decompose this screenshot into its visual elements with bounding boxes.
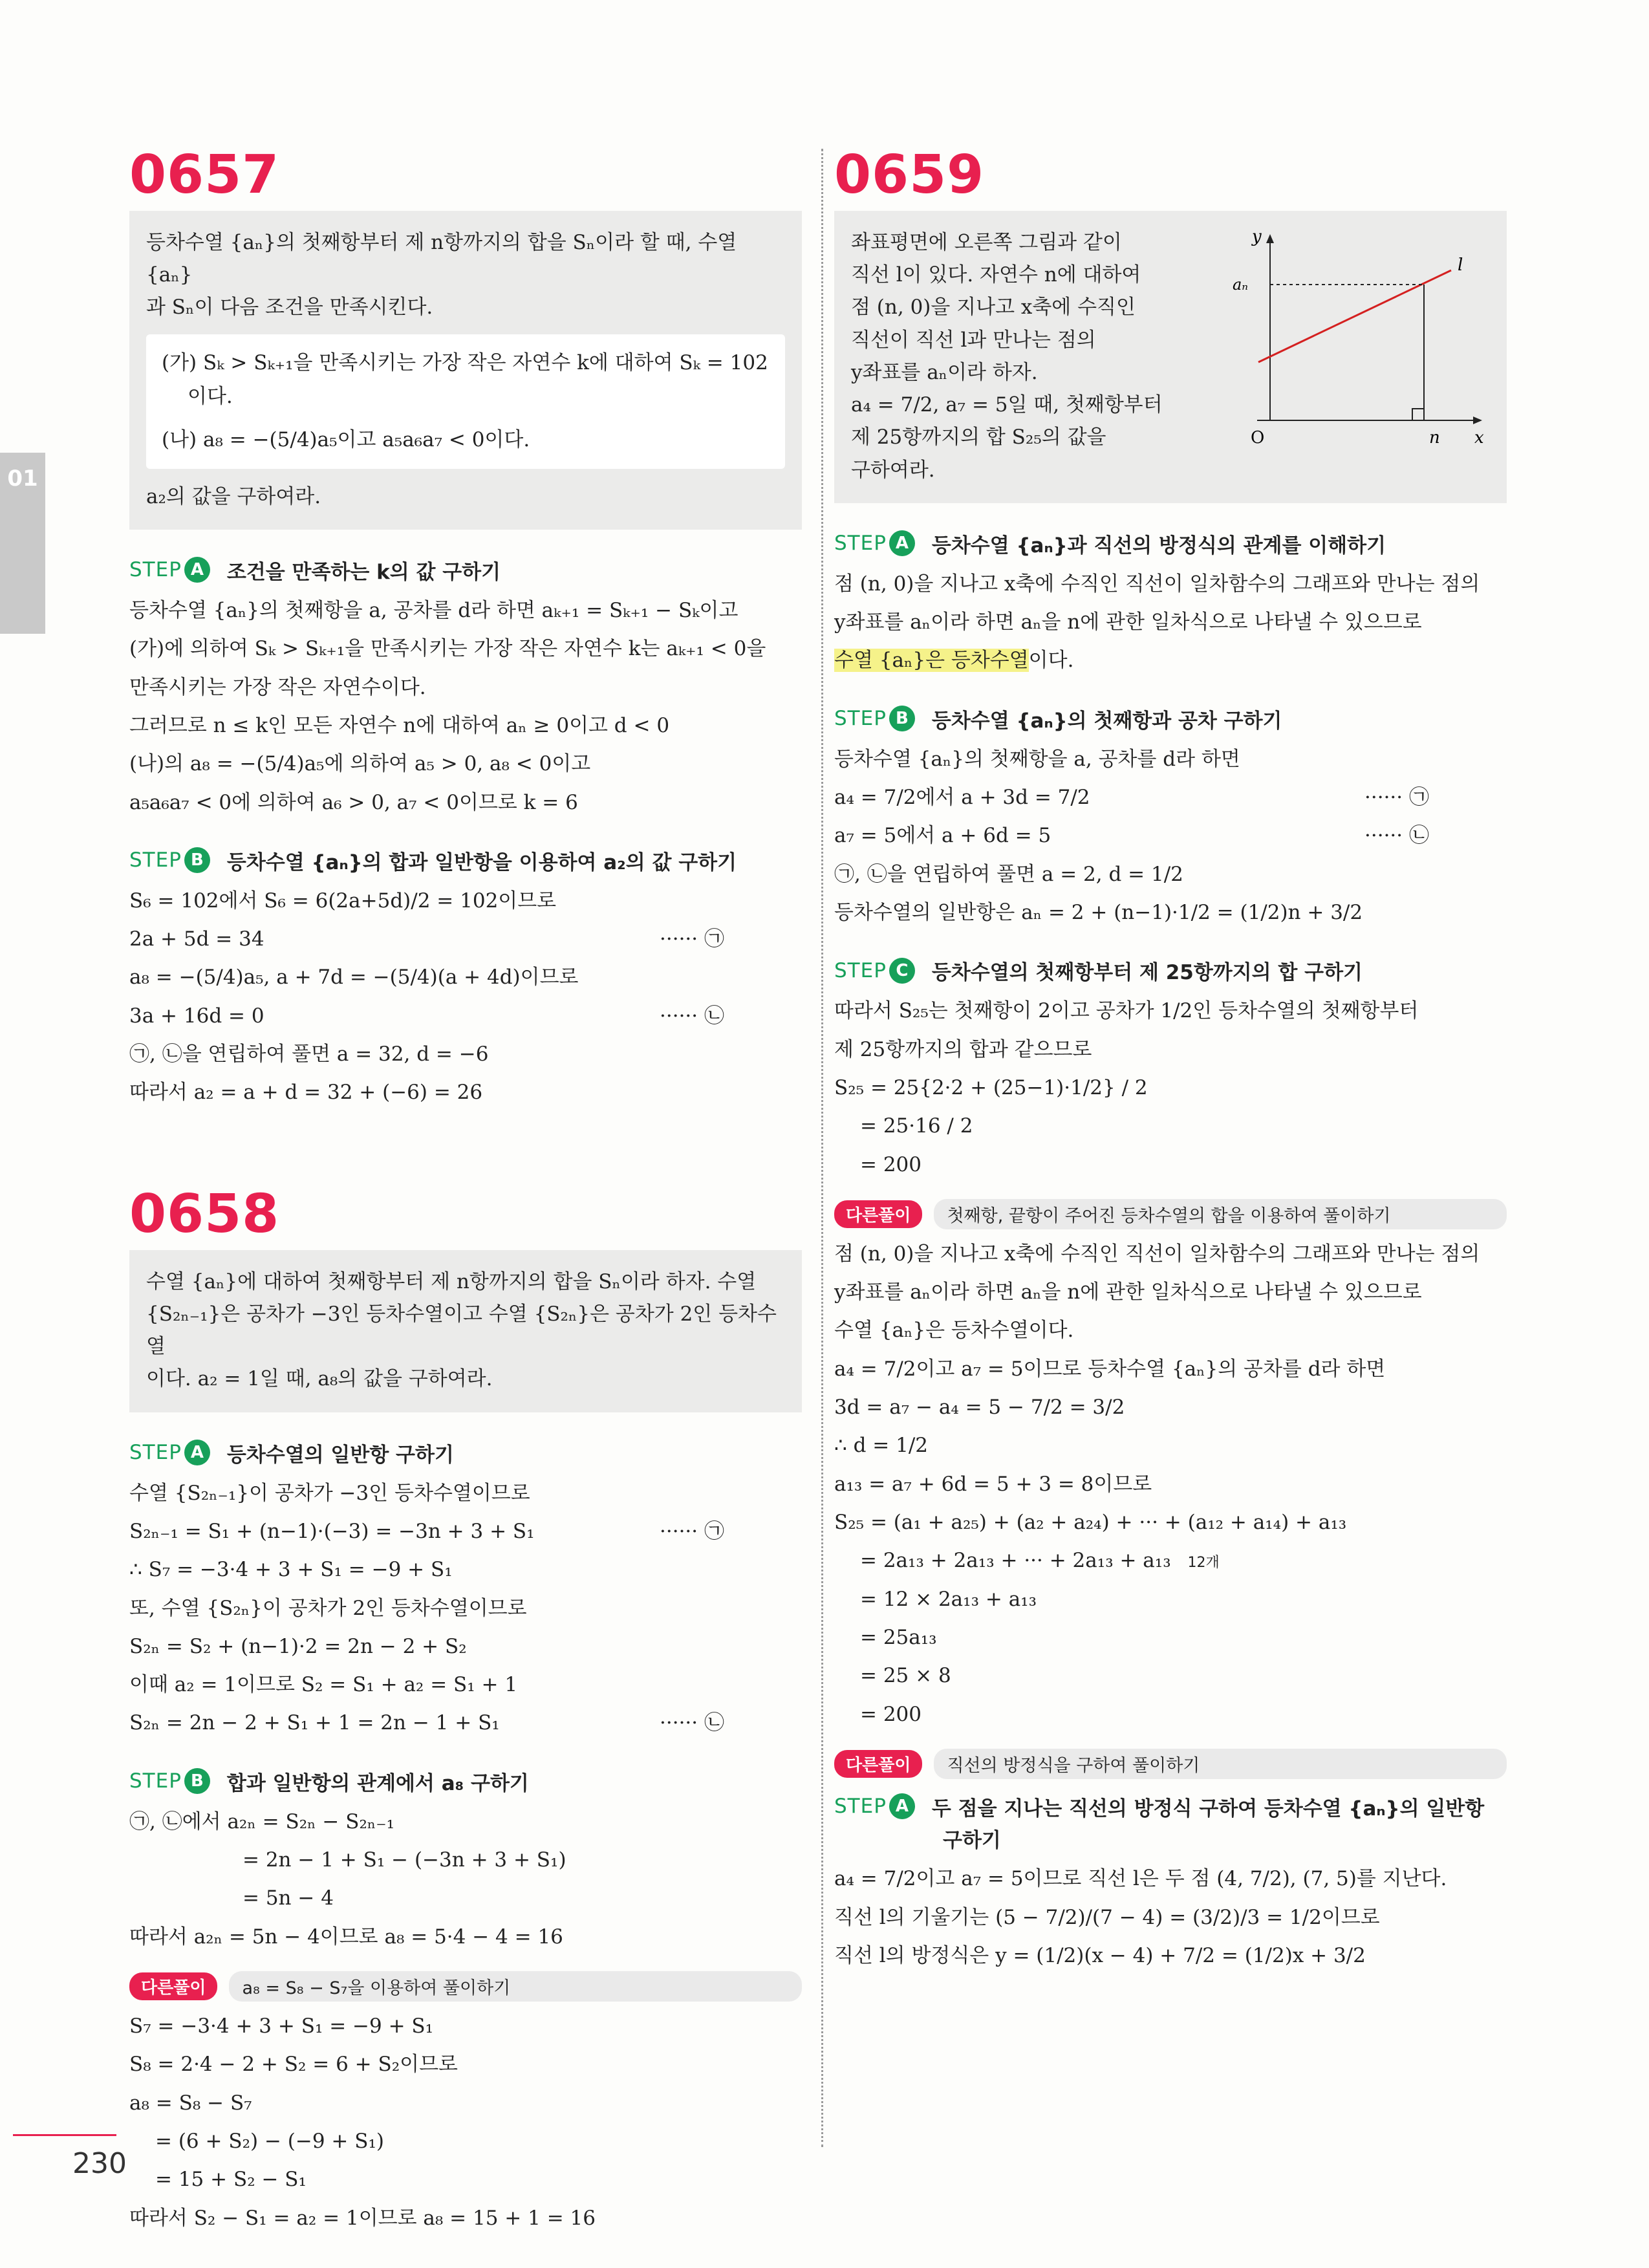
problem-number-0657: 0657 [129, 144, 280, 206]
right-column [834, 144, 1507, 1977]
condition-a: (가) Sₖ > Sₖ₊₁을 만족시키는 가장 작은 자연수 k에 대하여 Sₖ = 102 [162, 351, 768, 374]
solution-line: ㉠, ㉡을 연립하여 풀면 a = 2, d = 1/2 [834, 862, 1183, 886]
y-label: y [1252, 227, 1262, 246]
solution-line: 제 25항까지의 합과 같으므로 [834, 1037, 1092, 1061]
problem-text [851, 226, 1205, 486]
equation-tag: ······ ㉠ [660, 927, 724, 951]
origin-label: O [1251, 428, 1265, 446]
highlighted-text: 수열 {aₙ}은 등차수열 [834, 649, 1029, 673]
equation: S₂ₙ = 2n − 2 + S₁ + 1 = 2n − 1 + S₁ [129, 1711, 500, 1735]
step-badge-b: B [184, 847, 210, 873]
solution-line: 등차수열 {aₙ}의 첫째항을 a, 공차를 d라 하면 aₖ₊₁ = Sₖ₊₁ − Sₖ이고 [129, 598, 738, 622]
step-badge-a: A [184, 557, 210, 583]
condition-a-cont: 이다. [188, 385, 233, 409]
solution-line: y좌표를 aₙ이라 하면 aₙ을 n에 관한 일차식으로 나타낼 수 있으므로 [834, 1280, 1422, 1304]
step-label: STEP [834, 707, 887, 731]
solution-line: a₄ = 7/2이고 a₇ = 5이므로 직선 l은 두 점 (4, 7/2), (7, 5)를 지난다. [834, 1867, 1447, 1891]
step-title: 등차수열 {aₙ}의 첫째항과 공차 구하기 [931, 709, 1282, 733]
chapter-number: 01 [7, 466, 38, 491]
alt-solution-title: a₈ = S₈ − S₇을 이용하여 풀이하기 [229, 1971, 802, 2002]
solution-line: a₅a₆a₇ < 0에 의하여 a₆ > 0, a₇ < 0이므로 k = 6 [129, 790, 578, 814]
problem-stem: 수열 {aₙ}에 대하여 첫째항부터 제 n항까지의 합을 Sₙ이라 하자. 수열 [146, 1269, 757, 1293]
right-angle-mark [1412, 409, 1424, 420]
step-badge-c: C [889, 958, 915, 984]
x-axis-arrow [1473, 416, 1482, 424]
solution-line: = 200 [860, 1702, 921, 1726]
solution-line: S₂₅ = 25{2·2 + (25−1)·1/2} / 2 [834, 1075, 1148, 1099]
problem-number-0658: 0658 [129, 1183, 280, 1245]
step-title-cont: 구하기 [943, 1828, 1001, 1852]
problem-stem: 과 Sₙ이 다음 조건을 만족시킨다. [146, 296, 433, 319]
solution-line: 그러므로 n ≤ k인 모든 자연수 n에 대하여 aₙ ≥ 0이고 d < 0 [129, 713, 670, 737]
problem-stem: {S₂ₙ₋₁}은 공차가 −3인 등차수열이고 수열 {S₂ₙ}은 공차가 2인 등차수열 [146, 1302, 777, 1359]
solution-line: = 200 [860, 1152, 921, 1176]
problem-stem: 점 (n, 0)을 지나고 x축에 수직인 [851, 296, 1136, 319]
equation: 2a + 5d = 34 [129, 927, 264, 951]
equation-tag: ······ ㉠ [1364, 786, 1429, 809]
step-label: STEP [129, 1769, 182, 1793]
step-b-heading [129, 1767, 802, 1796]
solution-line: S₂₅ = (a₁ + a₂₅) + (a₂ + a₂₄) + ··· + (a₁₂ + a₁₄) + a₁₃ [834, 1511, 1347, 1534]
equation-tag: ······ ㉡ [660, 1004, 724, 1028]
step-a-heading [129, 556, 802, 585]
solution-line: 따라서 a₂ = a + d = 32 + (−6) = 26 [129, 1081, 483, 1105]
solution-line: S₈ = 2·4 − 2 + S₂ = 6 + S₂이므로 [129, 2053, 458, 2077]
step-label: STEP [834, 532, 887, 556]
equation: a₇ = 5에서 a + 6d = 5 [834, 824, 1051, 848]
step-title: 등차수열의 일반항 구하기 [226, 1443, 454, 1467]
solution-line: 만족시키는 가장 작은 자연수이다. [129, 675, 426, 699]
problem-stem: 구하여라. [851, 458, 935, 482]
problem-box-0658 [129, 1250, 802, 1412]
condition-box [146, 334, 785, 469]
solution-line: 점 (n, 0)을 지나고 x축에 수직인 직선이 일차함수의 그래프와 만나는 점의 [834, 1242, 1480, 1266]
solution-line: ㉠, ㉡에서 a₂ₙ = S₂ₙ − S₂ₙ₋₁ [129, 1809, 395, 1833]
problem-stem: 직선이 직선 l과 만나는 점의 [851, 328, 1096, 352]
solution-line: = 25·16 / 2 [860, 1114, 973, 1138]
solution-line: = 15 + S₂ − S₁ [155, 2168, 307, 2192]
alt-solution-badge: 다른풀이 [129, 1972, 217, 2000]
solution-line: 직선 l의 방정식은 y = (1/2)(x − 4) + 7/2 = (1/2)x + 3/2 [834, 1943, 1366, 1967]
equation-tag: ······ ㉠ [660, 1519, 724, 1543]
chapter-tab [0, 453, 45, 634]
solution-line: 수열 {S₂ₙ₋₁}이 공차가 −3인 등차수열이므로 [129, 1481, 530, 1505]
solution-line: a₄ = 7/2이고 a₇ = 5이므로 등차수열 {aₙ}의 공차를 d라 하면 [834, 1357, 1386, 1381]
step-title: 두 점을 지나는 직선의 방정식 구하여 등차수열 {aₙ}의 일반항 [931, 1797, 1485, 1820]
solution-line: y좌표를 aₙ이라 하면 aₙ을 n에 관한 일차식으로 나타낼 수 있으므로 [834, 610, 1422, 634]
solution-line: a₈ = S₈ − S₇ [129, 2091, 252, 2115]
solution-line: 3d = a₇ − a₄ = 5 − 7/2 = 3/2 [834, 1396, 1125, 1420]
line-figure [1218, 226, 1490, 446]
y-axis-arrow [1266, 234, 1274, 243]
step-a-heading [834, 529, 1507, 558]
problem-stem: 등차수열 {aₙ}의 첫째항부터 제 n항까지의 합을 Sₙ이라 할 때, 수열 {aₙ} [146, 231, 737, 287]
problem-stem: 이다. a₂ = 1일 때, a₈의 값을 구하여라. [146, 1367, 493, 1391]
step-label: STEP [129, 848, 182, 872]
problem-stem: a₄ = 7/2, a₇ = 5일 때, 첫째항부터 [851, 393, 1163, 417]
problem-stem: y좌표를 aₙ이라 하자. [851, 360, 1038, 384]
problem-stem: 직선 l이 있다. 자연수 n에 대하여 [851, 263, 1141, 287]
step-badge-b: B [889, 706, 915, 731]
alt-solution-bar [129, 1971, 802, 2002]
step-label: STEP [129, 558, 182, 582]
solution-line: 따라서 S₂ − S₁ = a₂ = 1이므로 a₈ = 15 + 1 = 16 [129, 2206, 596, 2230]
alt-solution-bar [834, 1749, 1507, 1779]
condition-b: (나) a₈ = −(5/4)a₅이고 a₅a₆a₇ < 0이다. [162, 428, 530, 452]
alt-solution-badge: 다른풀이 [834, 1750, 922, 1778]
solution-line: 점 (n, 0)을 지나고 x축에 수직인 직선이 일차함수의 그래프와 만나는 점의 [834, 572, 1480, 596]
text: 이다. [1028, 649, 1074, 673]
column-divider [821, 149, 823, 2147]
alt-solution-title: 직선의 방정식을 구하여 풀이하기 [934, 1749, 1507, 1779]
problem-box-0657 [129, 211, 802, 530]
step-badge-a: A [889, 530, 915, 556]
solution-line: 직선 l의 기울기는 (5 − 7/2)/(7 − 4) = (3/2)/3 = 1/2이므로 [834, 1905, 1380, 1929]
step-badge-a: A [889, 1793, 915, 1819]
alt-solution-bar [834, 1199, 1507, 1229]
step-title: 합과 일반항의 관계에서 a₈ 구하기 [226, 1771, 529, 1795]
equation-line [834, 819, 1507, 853]
solution-line: 이때 a₂ = 1이므로 S₂ = S₁ + a₂ = S₁ + 1 [129, 1673, 518, 1697]
step-badge-a: A [184, 1440, 210, 1465]
solution-line: ㉠, ㉡을 연립하여 풀면 a = 32, d = −6 [129, 1042, 489, 1066]
line-l-label: l [1458, 255, 1463, 275]
equation-line [129, 1706, 802, 1740]
solution-line: S₇ = −3·4 + 3 + S₁ = −9 + S₁ [129, 2014, 434, 2038]
step-title: 등차수열 {aₙ}의 합과 일반항을 이용하여 a₂의 값 구하기 [226, 850, 737, 874]
step-a2-heading [834, 1792, 1507, 1821]
solution-line [834, 1544, 1507, 1578]
solution-line: a₁₃ = a₇ + 6d = 5 + 3 = 8이므로 [834, 1472, 1152, 1496]
left-column [129, 144, 802, 2240]
brace-note: 12개 [1187, 1555, 1220, 1571]
alt-solution-title: 첫째항, 끝항이 주어진 등차수열의 합을 이용하여 풀이하기 [934, 1199, 1507, 1229]
solution-line: S₂ₙ = S₂ + (n−1)·2 = 2n − 2 + S₂ [129, 1634, 467, 1658]
solution-line [834, 643, 1507, 678]
solution-line: 또, 수열 {S₂ₙ}이 공차가 2인 등차수열이므로 [129, 1596, 527, 1620]
an-label: aₙ [1233, 275, 1249, 294]
equation-tag: ······ ㉡ [1364, 824, 1429, 848]
step-b-heading [129, 846, 802, 875]
equation-line [129, 922, 802, 956]
solution-line: (가)에 의하여 Sₖ > Sₖ₊₁을 만족시키는 가장 작은 자연수 k는 aₖ₊₁ < 0을 [129, 637, 766, 661]
equation-line [129, 1515, 802, 1549]
solution-line: 등차수열의 일반항은 aₙ = 2 + (n−1)·1/2 = (1/2)n + 3/2 [834, 900, 1363, 924]
solution-line: 수열 {aₙ}은 등차수열이다. [834, 1319, 1074, 1343]
equation: 3a + 16d = 0 [129, 1004, 264, 1028]
step-label: STEP [834, 958, 887, 982]
solution-line: (나)의 a₈ = −(5/4)a₅에 의하여 a₅ > 0, a₈ < 0이고 [129, 752, 591, 776]
solution-line: 등차수열 {aₙ}의 첫째항을 a, 공차를 d라 하면 [834, 747, 1240, 771]
solution-line: = 5n − 4 [242, 1886, 334, 1910]
alt-solution-badge: 다른풀이 [834, 1200, 922, 1228]
equation-line [834, 781, 1507, 815]
solution-line: ∴ S₇ = −3·4 + 3 + S₁ = −9 + S₁ [129, 1558, 453, 1582]
x-label: x [1474, 428, 1484, 446]
step-b-heading [834, 704, 1507, 733]
step-c-heading [834, 956, 1507, 985]
problem-stem: 제 25항까지의 합 S₂₅의 값을 [851, 426, 1106, 449]
equation: = 2a₁₃ + 2a₁₃ + ··· + 2a₁₃ + a₁₃ [860, 1549, 1171, 1573]
page-number: 230 [72, 2147, 127, 2180]
equation-tag: ······ ㉡ [660, 1711, 724, 1735]
step-title: 등차수열의 첫째항부터 제 25항까지의 합 구하기 [931, 961, 1363, 985]
solution-line: = 12 × 2a₁₃ + a₁₃ [860, 1587, 1037, 1611]
step-title: 조건을 만족하는 k의 값 구하기 [226, 560, 501, 584]
step-title: 등차수열 {aₙ}과 직선의 방정식의 관계를 이해하기 [931, 534, 1386, 557]
step-badge-b: B [184, 1768, 210, 1794]
step-a-heading [129, 1438, 802, 1467]
n-label: n [1429, 428, 1440, 446]
equation: S₂ₙ₋₁ = S₁ + (n−1)·(−3) = −3n + 3 + S₁ [129, 1519, 535, 1543]
step-label: STEP [834, 1795, 887, 1819]
page-number-rule [13, 2134, 116, 2136]
solution-line: 따라서 a₂ₙ = 5n − 4이므로 a₈ = 5·4 − 4 = 16 [129, 1925, 563, 1949]
solution-line: = 25a₁₃ [860, 1625, 937, 1649]
problem-stem: 좌표평면에 오른쪽 그림과 같이 [851, 231, 1122, 254]
solution-line: = (6 + S₂) − (−9 + S₁) [155, 2129, 385, 2153]
solution-line: = 25 × 8 [860, 1664, 951, 1688]
step-label: STEP [129, 1441, 182, 1465]
solution-line: 따라서 S₂₅는 첫째항이 2이고 공차가 1/2인 등차수열의 첫째항부터 [834, 999, 1419, 1023]
equation: a₄ = 7/2에서 a + 3d = 7/2 [834, 786, 1090, 809]
problem-question: a₂의 값을 구하여라. [146, 484, 321, 508]
solution-line: a₈ = −(5/4)a₅, a + 7d = −(5/4)(a + 4d)이므로 [129, 966, 579, 989]
problem-box-0659 [834, 211, 1507, 503]
problem-number-0659: 0659 [834, 144, 985, 206]
solution-line: ∴ d = 1/2 [834, 1434, 928, 1458]
equation-line [129, 999, 802, 1033]
solution-line: S₆ = 102에서 S₆ = 6(2a+5d)/2 = 102이므로 [129, 889, 557, 913]
solution-line: = 2n − 1 + S₁ − (−3n + 3 + S₁) [242, 1848, 566, 1872]
